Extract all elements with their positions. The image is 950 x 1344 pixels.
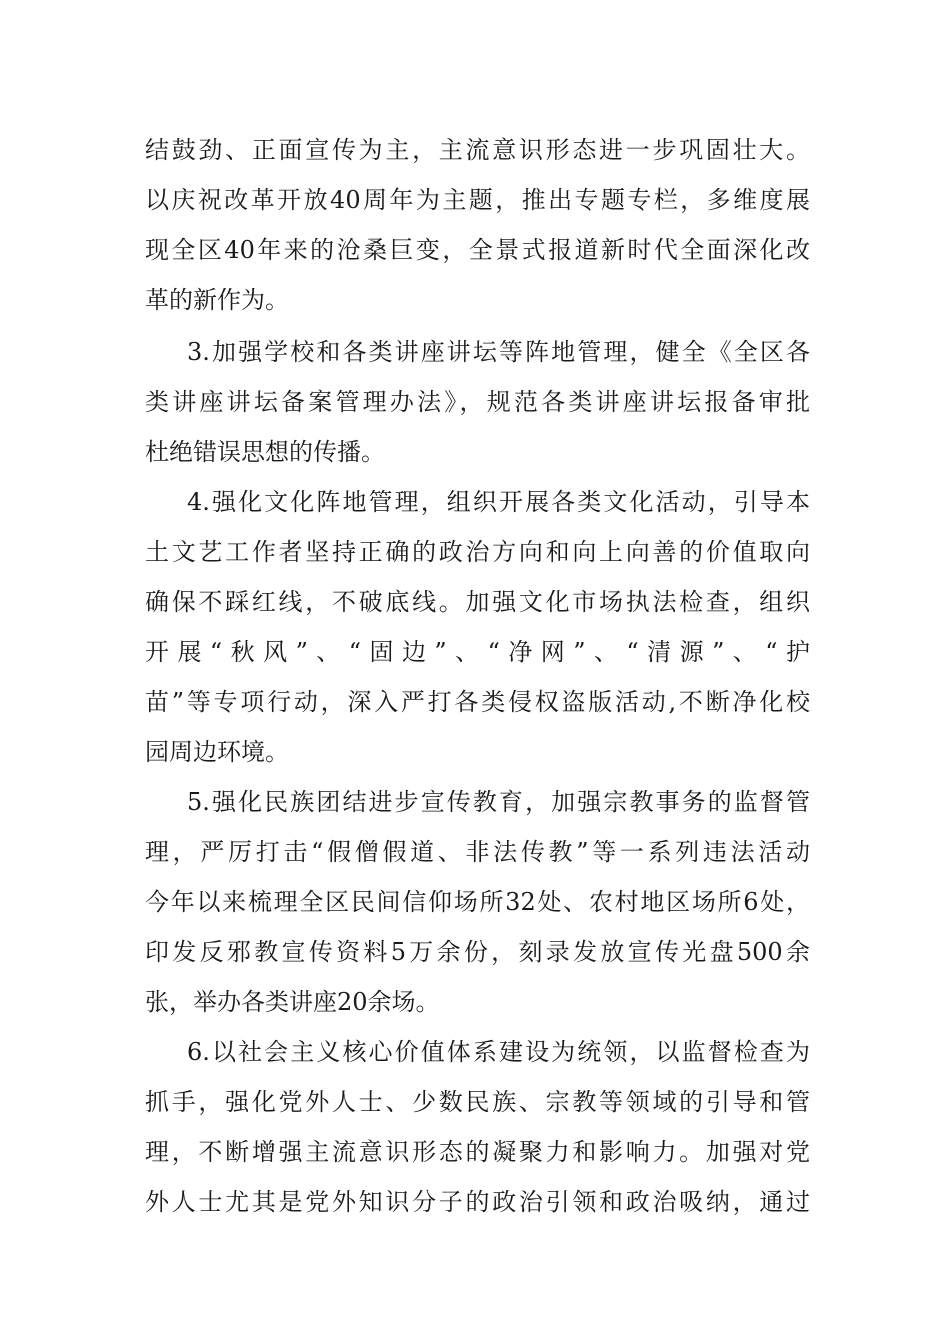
text-line: 土文艺工作者坚持正确的政治方向和向上向善的价值取向 xyxy=(145,538,810,566)
text-line: 杜绝错误思想的传播。 xyxy=(145,438,385,466)
text-line: 确保不踩红线，不破底线。加强文化市场执法检查，组织 xyxy=(145,588,810,616)
text-line: 开展“秋风”、“固边”、“净网”、“清源”、“护 xyxy=(145,638,810,666)
text-line: 园周边环境。 xyxy=(145,738,289,766)
text-line: 以庆祝改革开放40周年为主题，推出专题专栏，多维度展 xyxy=(145,186,810,214)
paragraph-4-first-line: 4.强化文化阵地管理，组织开展各类文化活动，引导本 xyxy=(187,488,810,516)
text-line: 结鼓劲、正面宣传为主，主流意识形态进一步巩固壮大。 xyxy=(145,136,810,164)
paragraph-5-first-line: 5.强化民族团结进步宣传教育，加强宗教事务的监督管 xyxy=(187,788,810,816)
text-line: 外人士尤其是党外知识分子的政治引领和政治吸纳，通过 xyxy=(145,1188,810,1216)
text-line: 印发反邪教宣传资料5万余份，刻录发放宣传光盘500余 xyxy=(145,938,810,966)
text-line: 今年以来梳理全区民间信仰场所32处、农村地区场所6处， xyxy=(145,888,810,916)
text-line: 理，严厉打击“假僧假道、非法传教”等一系列违法活动 xyxy=(145,838,810,866)
text-line: 类讲座讲坛备案管理办法》，规范各类讲座讲坛报备审批 xyxy=(145,388,810,416)
text-line: 理，不断增强主流意识形态的凝聚力和影响力。加强对党 xyxy=(145,1138,810,1166)
text-line: 张，举办各类讲座20余场。 xyxy=(145,988,440,1016)
text-line: 抓手，强化党外人士、少数民族、宗教等领域的引导和管 xyxy=(145,1088,810,1116)
paragraph-3-first-line: 3.加强学校和各类讲座讲坛等阵地管理，健全《全区各 xyxy=(187,338,810,366)
text-line: 现全区40年来的沧桑巨变，全景式报道新时代全面深化改 xyxy=(145,236,810,264)
paragraph-6-first-line: 6.以社会主义核心价值体系建设为统领，以监督检查为 xyxy=(187,1038,810,1066)
text-line: 革的新作为。 xyxy=(145,286,289,314)
text-line: 苗”等专项行动，深入严打各类侵权盗版活动,不断净化校 xyxy=(145,688,810,716)
